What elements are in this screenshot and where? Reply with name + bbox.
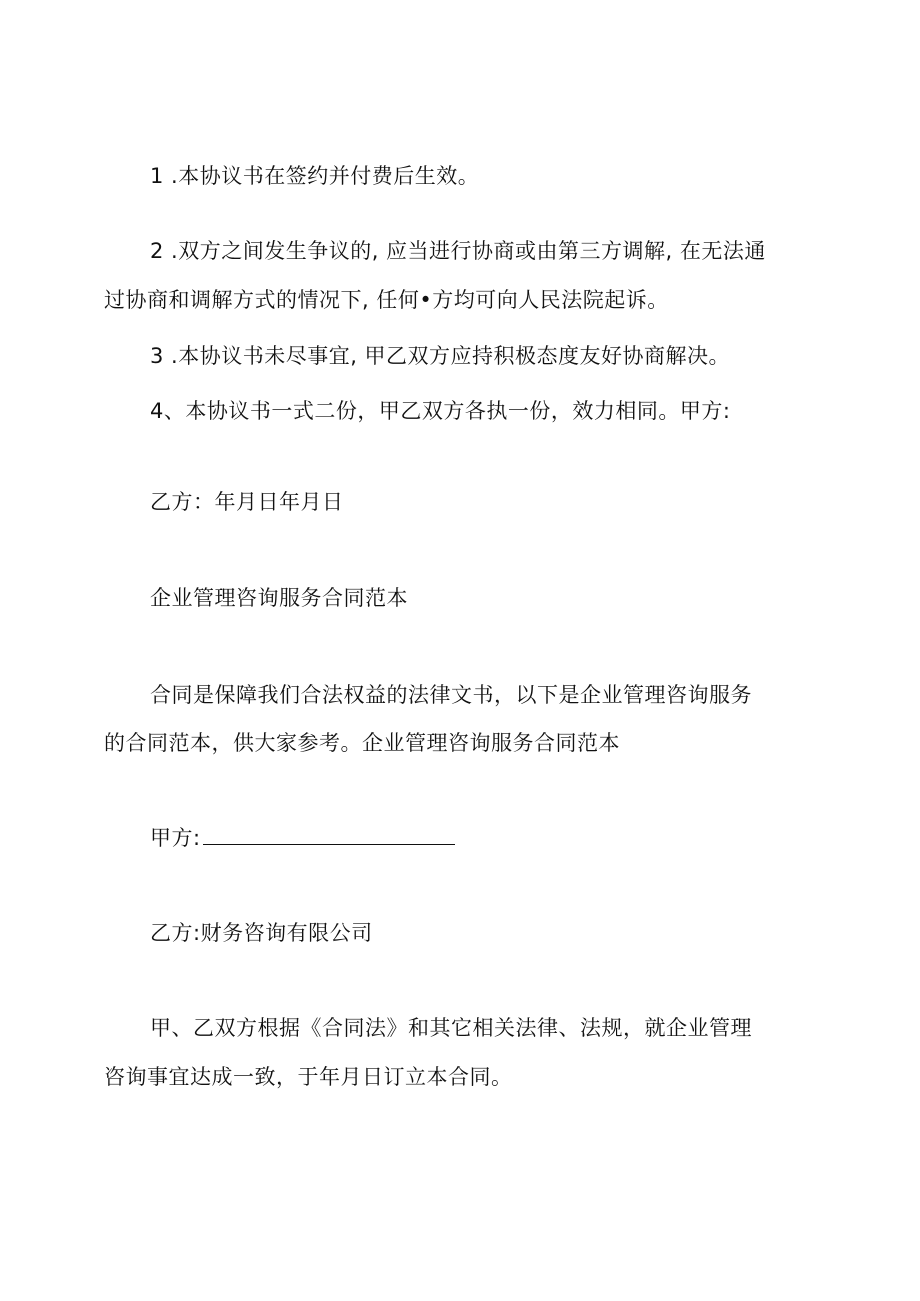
intro-line-2: 的合同范本，供大家参考。企业管理咨询服务合同范本 xyxy=(104,731,620,755)
contract-title: 企业管理咨询服务合同范本 xyxy=(150,586,408,610)
signature-date-line: 乙方：年月日年月日 xyxy=(150,490,344,514)
intro-line-1: 合同是保障我们合法权益的法律文书，以下是企业管理咨询服务 xyxy=(150,683,752,707)
clause-2-line-2: 过协商和调解方式的情况下, 任何•方均可向人民法院起诉。 xyxy=(104,288,669,312)
preamble-line-1: 甲、乙双方根据《合同法》和其它相关法律、法规，就企业管理 xyxy=(150,1016,752,1040)
clause-2-line-1: 2 .双方之间发生争议的, 应当进行协商或由第三方调解, 在无法通 xyxy=(150,239,766,263)
clause-3: 3 .本协议书未尽事宜, 甲乙双方应持积极态度友好协商解决。 xyxy=(150,344,731,368)
party-a-blank-line xyxy=(203,824,455,845)
preamble-line-2: 咨询事宜达成一致，于年月日订立本合同。 xyxy=(104,1065,513,1089)
party-a-label: 甲方: xyxy=(150,826,201,850)
party-b-line: 乙方:财务咨询有限公司 xyxy=(150,921,373,945)
clause-1: 1 .本协议书在签约并付费后生效。 xyxy=(150,164,480,188)
party-a-row xyxy=(150,823,455,853)
clause-4: 4、本协议书一式二份，甲乙双方各执一份，效力相同。甲方: xyxy=(150,399,731,423)
